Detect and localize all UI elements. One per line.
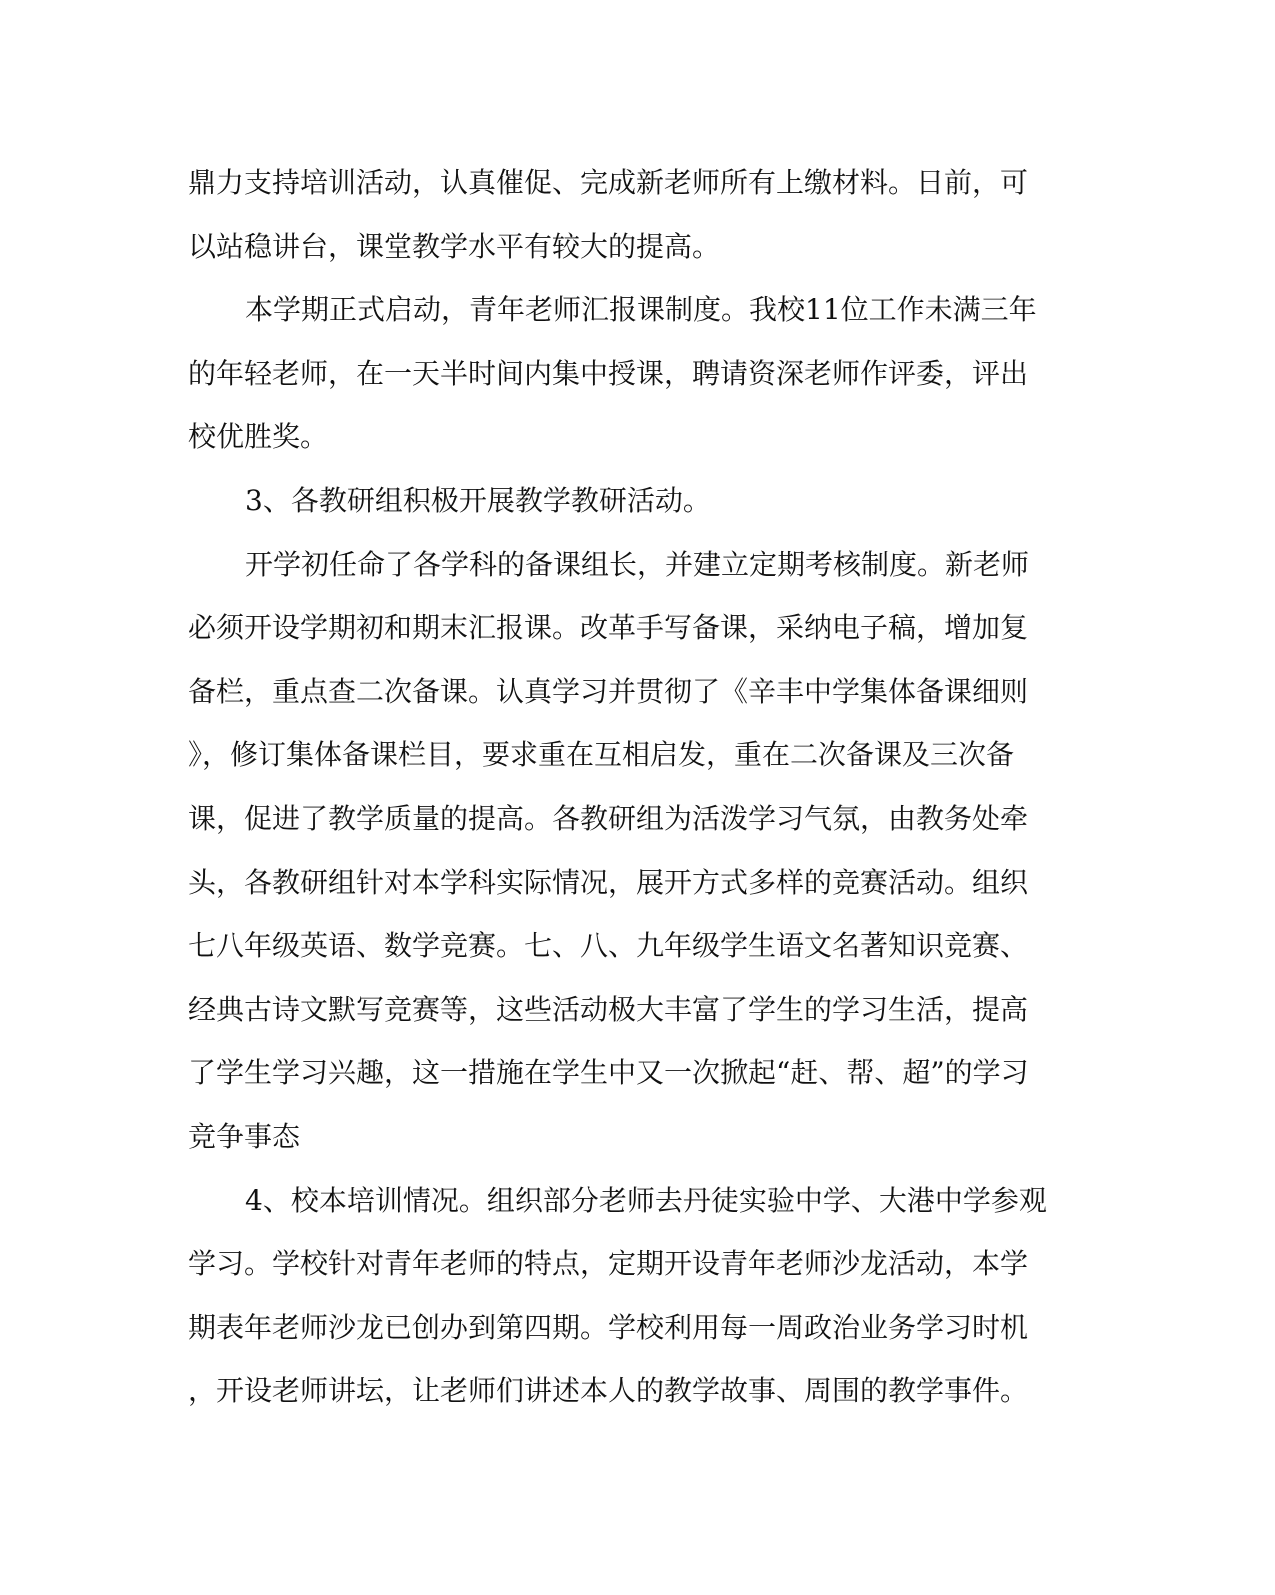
text-line: 必须开设学期初和期末汇报课。改革手写备课，采纳电子稿，增加复 xyxy=(188,611,1029,645)
text-line: 4、校本培训情况。组织部分老师去丹徒实验中学、大港中学参观 xyxy=(245,1183,1047,1217)
text-line: 竞争事态 xyxy=(188,1119,301,1153)
text-line: ，开设老师讲坛，让老师们讲述本人的教学故事、周围的教学事件。 xyxy=(188,1374,1029,1408)
text-line: 学习。学校针对青年老师的特点，定期开设青年老师沙龙活动，本学 xyxy=(188,1247,1029,1281)
text-line: 期表年老师沙龙已创办到第四期。学校利用每一周政治业务学习时机 xyxy=(188,1310,1029,1344)
text-line: 本学期正式启动，青年老师汇报课制度。我校11位工作未满三年 xyxy=(245,293,1037,327)
text-line: 开学初任命了各学科的备课组长，并建立定期考核制度。新老师 xyxy=(245,547,1030,581)
text-line: 鼎力支持培训活动，认真催促、完成新老师所有上缴材料。日前，可 xyxy=(188,166,1029,199)
text-line: 以站稳讲台，课堂教学水平有较大的提高。 xyxy=(188,229,721,263)
text-line: 课，促进了教学质量的提高。各教研组为活泼学习气氛，由教务处牵 xyxy=(188,801,1029,835)
paragraph-training-support xyxy=(188,151,1068,278)
text-line: 了学生学习兴趣，这一措施在学生中又一次掀起“赶、帮、超”的学习 xyxy=(188,1056,1029,1090)
text-line: 》，修订集体备课栏目，要求重在互相启发，重在二次备课及三次备 xyxy=(188,738,1015,772)
paragraph-report-lessons xyxy=(188,278,1068,469)
document-body xyxy=(188,151,1068,1423)
text-line: 备栏，重点查二次备课。认真学习并贯彻了《辛丰中学集体备课细则 xyxy=(188,674,1029,708)
text-line: 校优胜奖。 xyxy=(188,420,329,454)
text-line: 经典古诗文默写竞赛等，这些活动极大丰富了学生的学习生活，提高 xyxy=(188,992,1029,1026)
paragraph-heading-3 xyxy=(188,469,1068,533)
paragraph-school-training xyxy=(188,1169,1068,1423)
text-line: 的年轻老师，在一天半时间内集中授课，聘请资深老师作评委，评出 xyxy=(188,356,1029,390)
text-line: 头，各教研组针对本学科实际情况，展开方式多样的竞赛活动。组织 xyxy=(188,865,1029,899)
paragraph-research-activities xyxy=(188,533,1068,1169)
section-heading: 3、各教研组积极开展教学教研活动。 xyxy=(245,483,711,517)
text-line: 七八年级英语、数学竞赛。七、八、九年级学生语文名著知识竞赛、 xyxy=(188,929,1029,963)
